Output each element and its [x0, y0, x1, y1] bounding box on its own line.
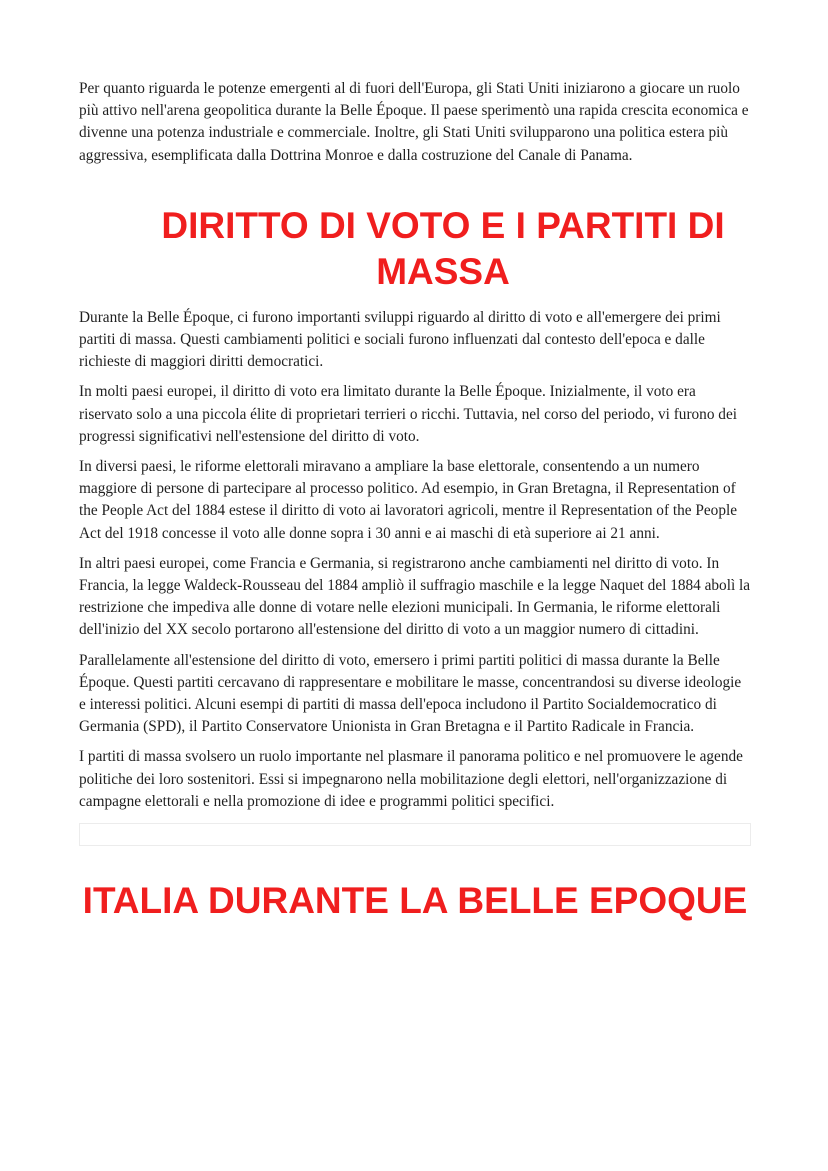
section-heading-diritto-di-voto: DIRITTO DI VOTO E I PARTITI DI MASSA [161, 204, 725, 292]
intro-paragraph: Per quanto riguarda le potenze emergenti al di fuori dell'Europa, gli Stati Uniti iniziarono a giocare un ruolo più attivo nell'arena geopolitica durante la Belle Époque. Il paese sperimentò una rapida crescita economica e divenne una potenza industriale e commerciale. Inoltre, gli Stati Uniti svilupparono una politica estera più aggressiva, esemplificata dalla Dottrina Monroe e dalla costruzione del Canale di Panama. [79, 80, 749, 164]
document-page [79, 78, 751, 924]
paragraph: Durante la Belle Époque, ci furono importanti sviluppi riguardo al diritto di voto e all'emergere dei primi partiti di massa. Questi cambiamenti politici e sociali furono influenzati dal contesto dell'epoca e dalle richieste di maggiori diritti democratici. [79, 308, 721, 371]
section-heading-italia: ITALIA DURANTE LA BELLE EPOQUE [82, 880, 748, 922]
paragraph: In altri paesi europei, come Francia e Germania, si registrarono anche cambiamenti nel diritto di voto. In Francia, la legge Waldeck-Rousseau del 1884 ampliò il suffragio maschile e la legge Naquet del 1884 abolì la restrizione che impediva alle donne di votare nelle elezioni municipali. In Germania, le riforme elettorali dell'inizio del XX secolo portarono all'estensione del diritto di voto a un maggior numero di cittadini. [79, 554, 751, 639]
empty-bordered-box [79, 823, 751, 846]
paragraph: In molti paesi europei, il diritto di voto era limitato durante la Belle Époque. Inizialmente, il voto era riservato solo a una piccola élite di proprietari terrieri o ricchi. Tuttavia, nel corso del periodo, vi furono dei progressi significativi nell'estensione del diritto di voto. [79, 383, 737, 445]
paragraph: Parallelamente all'estensione del diritto di voto, emersero i primi partiti politici di massa durante la Belle Époque. Questi partiti cercavano di rappresentare e mobilitare le masse, concentrandosi su diverse ideologie e interessi politici. Alcuni esempi di partiti di massa dell'epoca includono il Partito Socialdemocratico di Germania (SPD), il Partito Conservatore Unionista in Gran Bretagna e il Partito Radicale in Francia. [79, 651, 742, 736]
paragraph: I partiti di massa svolsero un ruolo importante nel plasmare il panorama politico e nel promuovere le agende politiche dei loro sostenitori. Essi si impegnarono nella mobilitazione degli elettori, nell'organizzazione di campagne elettorali e nella promozione di idee e programmi politici specifici. [79, 748, 743, 810]
paragraph: In diversi paesi, le riforme elettorali miravano a ampliare la base elettorale, consentendo a un numero maggiore di persone di partecipare al processo politico. Ad esempio, in Gran Bretagna, il Representation of the People Act del 1884 estese il diritto di voto ai lavoratori agricoli, mentre il Representation of the People Act del 1918 concesse il voto alle donne sopra i 30 anni e ai maschi di età superiore ai 21 anni. [79, 458, 738, 542]
